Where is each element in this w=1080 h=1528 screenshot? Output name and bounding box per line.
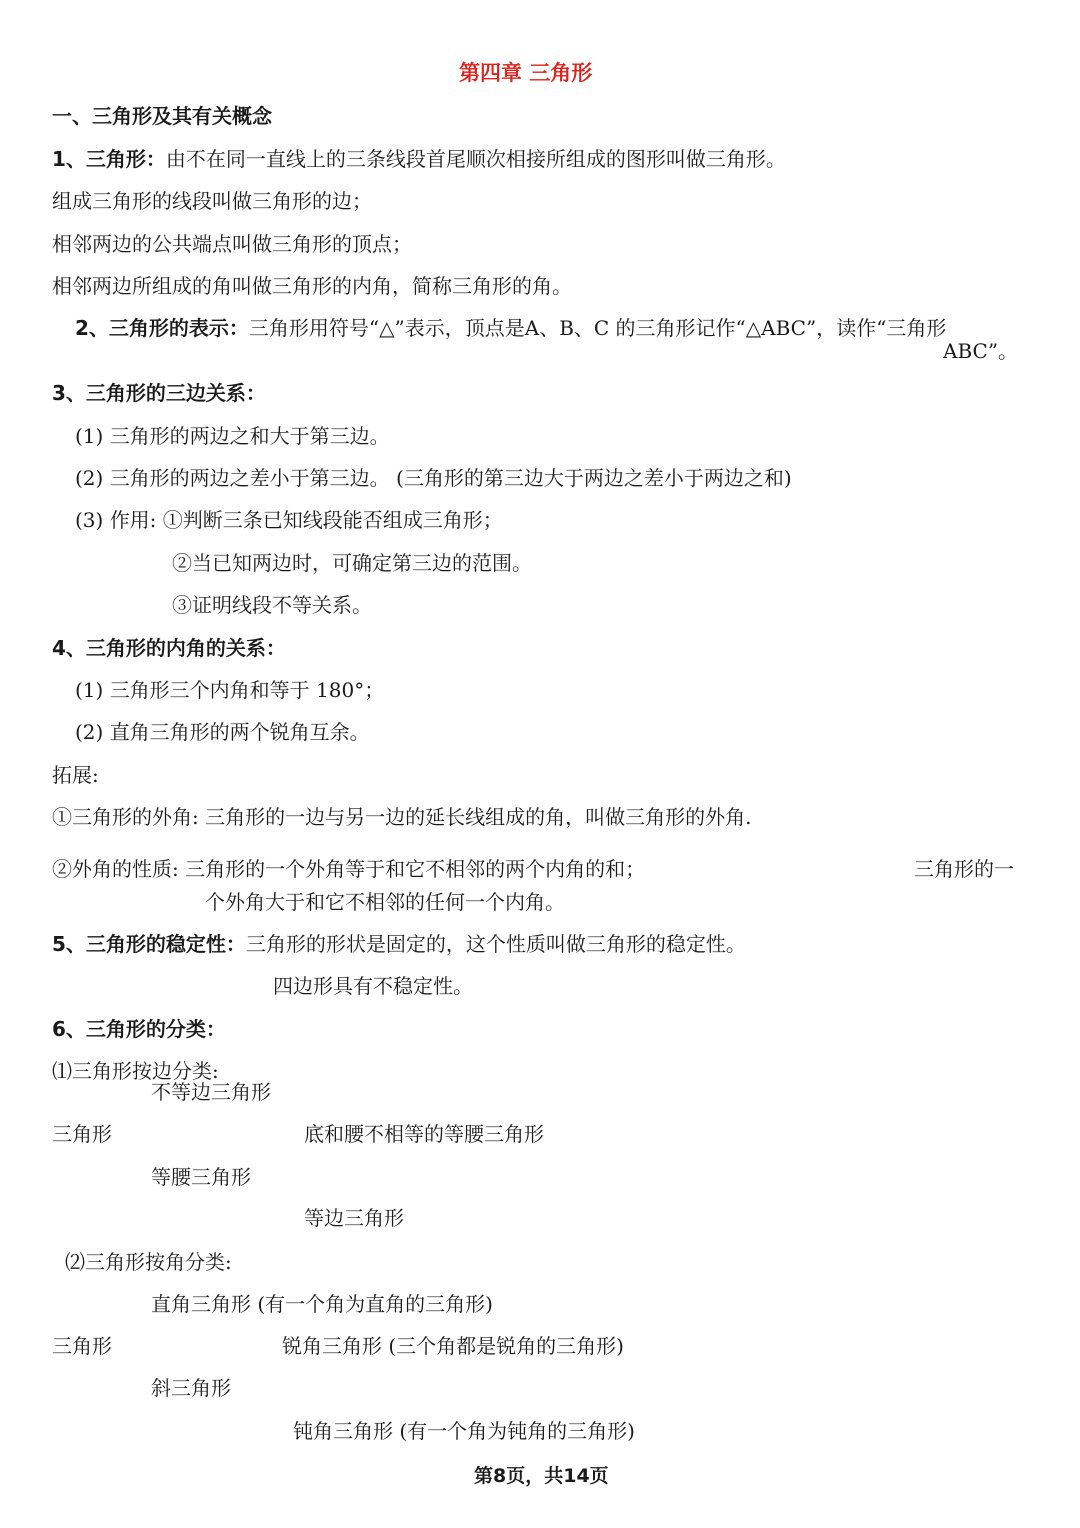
section-heading-concepts: 一、三角形及其有关概念 — [52, 104, 272, 128]
classification-by-angles-heading: ⑵三角形按角分类: — [65, 1250, 232, 1274]
list-item-side-difference: (2) 三角形的两边之差小于第三边。 (三角形的第三边大于两边之差小于两边之和) — [75, 466, 792, 490]
text-line-angles: 相邻两边所组成的角叫做三角形的内角，简称三角形的角。 — [52, 274, 572, 298]
class-acute: 锐角三角形 (三个角都是锐角的三角形) — [282, 1334, 624, 1358]
heading-interior-angles: 4、三角形的内角的关系： — [52, 636, 286, 660]
extension-heading: 拓展: — [52, 763, 99, 787]
notation-text: 三角形用符号“△”表示，顶点是A、B、C 的三角形记作“△ABC”，读作“三角形 — [248, 316, 947, 340]
list-subitem-range: ②当已知两边时，可确定第三边的范围。 — [172, 551, 532, 575]
term-notation: 2、三角形的表示： — [75, 316, 249, 340]
extension-exterior-property-end: 个外角大于和它不相邻的任何一个内角。 — [205, 890, 565, 914]
list-item-complementary: (2) 直角三角形的两个锐角互余。 — [75, 720, 370, 744]
list-item-angle-sum: (1) 三角形三个内角和等于 180°； — [75, 678, 385, 702]
chapter-title: 第四章 三角形 — [459, 61, 593, 85]
heading-side-relations: 3、三角形的三边关系： — [52, 381, 266, 405]
heading-classification: 6、三角形的分类： — [52, 1017, 226, 1041]
class-root-angles: 三角形 — [52, 1334, 112, 1358]
page-footer: 第8页，共14页 — [474, 1465, 609, 1487]
class-isosceles-unequal: 底和腰不相等的等腰三角形 — [304, 1122, 544, 1146]
term-stability: 5、三角形的稳定性： — [52, 932, 246, 956]
class-isosceles: 等腰三角形 — [151, 1165, 251, 1189]
extension-exterior-angle: ①三角形的外角: 三角形的一边与另一边的延长线组成的角，叫做三角形的外角. — [52, 805, 752, 829]
paragraph-triangle-definition — [52, 146, 786, 172]
class-root-sides: 三角形 — [52, 1122, 112, 1146]
extension-exterior-property: ②外角的性质: 三角形的一个外角等于和它不相邻的两个内角的和； — [52, 857, 646, 881]
text-line-sides: 组成三角形的线段叫做三角形的边； — [52, 189, 372, 213]
list-subitem-proof: ③证明线段不等关系。 — [172, 593, 372, 617]
stability-text: 三角形的形状是固定的，这个性质叫做三角形的稳定性。 — [245, 932, 746, 956]
notation-tail: ABC”。 — [943, 339, 1019, 363]
paragraph-stability — [52, 931, 746, 957]
extension-exterior-property-cont: 三角形的一 — [914, 857, 1014, 881]
list-item-uses: (3) 作用: ①判断三条已知线段能否组成三角形； — [75, 508, 503, 532]
class-obtuse: 钝角三角形 (有一个角为钝角的三角形) — [293, 1419, 635, 1443]
text-line-quadrilateral: 四边形具有不稳定性。 — [273, 974, 473, 998]
term-triangle: 1、三角形： — [52, 147, 166, 171]
text-line-vertices: 相邻两边的公共端点叫做三角形的顶点； — [52, 232, 412, 256]
class-oblique: 斜三角形 — [151, 1376, 231, 1400]
class-equilateral: 等边三角形 — [304, 1206, 404, 1230]
class-right: 直角三角形 (有一个角为直角的三角形) — [151, 1292, 493, 1316]
list-item-side-sum: (1) 三角形的两边之和大于第三边。 — [75, 424, 390, 448]
paragraph-notation — [75, 315, 946, 341]
class-scalene: 不等边三角形 — [151, 1080, 271, 1104]
classification-by-sides-heading: ⑴三角形按边分类: — [52, 1059, 219, 1083]
definition-text: 由不在同一直线上的三条线段首尾顺次相接所组成的图形叫做三角形。 — [165, 147, 786, 171]
